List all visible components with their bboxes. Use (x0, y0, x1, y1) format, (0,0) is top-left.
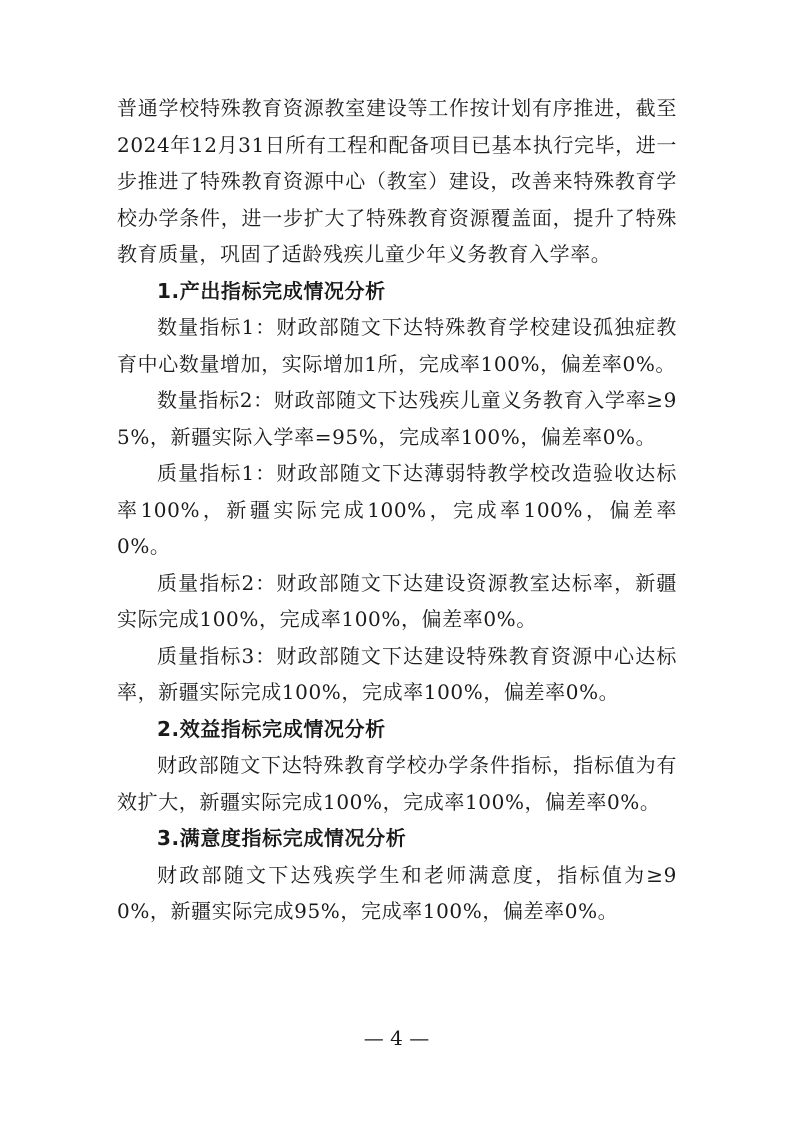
benefit-paragraph: 财政部随文下达特殊教育学校办学条件指标，指标值为有效扩大，新疆实际完成100%，完成率100%，偏差率0%。 (117, 753, 677, 814)
indicator-quantity-1: 数量指标1：财政部随文下达特殊教育学校建设孤独症教育中心数量增加，实际增加1所，完成率100%，偏差率0%。 (117, 315, 677, 376)
indicator-quantity-2: 数量指标2：财政部随文下达残疾儿童义务教育入学率≥95%，新疆实际入学率=95%，完成率100%，偏差率0%。 (117, 388, 677, 449)
section-heading-benefit: 2.效益指标完成情况分析 (157, 716, 386, 741)
indicator-quality-3: 质量指标3：财政部随文下达建设特殊教育资源中心达标率，新疆实际完成100%，完成率100%，偏差率0%。 (117, 643, 677, 704)
indicator-quality-2: 质量指标2：财政部随文下达建设资源教室达标率，新疆实际完成100%，完成率100%，偏差率0%。 (117, 570, 677, 631)
page-body (117, 90, 677, 930)
page-number: — 4 — (363, 1026, 430, 1050)
section-heading-output: 1.产出指标完成情况分析 (157, 278, 386, 303)
indicator-quality-1: 质量指标1：财政部随文下达薄弱特教学校改造验收达标率100%，新疆实际完成100%，完成率100%，偏差率0%。 (117, 461, 677, 558)
section-heading-satisfaction: 3.满意度指标完成情况分析 (157, 826, 407, 850)
intro-paragraph: 普通学校特殊教育资源教室建设等工作按计划有序推进，截至2024年12月31日所有工程和配备项目已基本执行完毕，进一步推进了特殊教育资源中心（教室）建设，改善来特殊教育学校办学条件，进一步扩大了特殊教育资源覆盖面，提升了特殊教育质量，巩固了适龄残疾儿童少年义务教育入学率。 (117, 96, 677, 266)
satisfaction-paragraph: 财政部随文下达残疾学生和老师满意度，指标值为≥90%，新疆实际完成95%，完成率100%，偏差率0%。 (117, 862, 677, 923)
